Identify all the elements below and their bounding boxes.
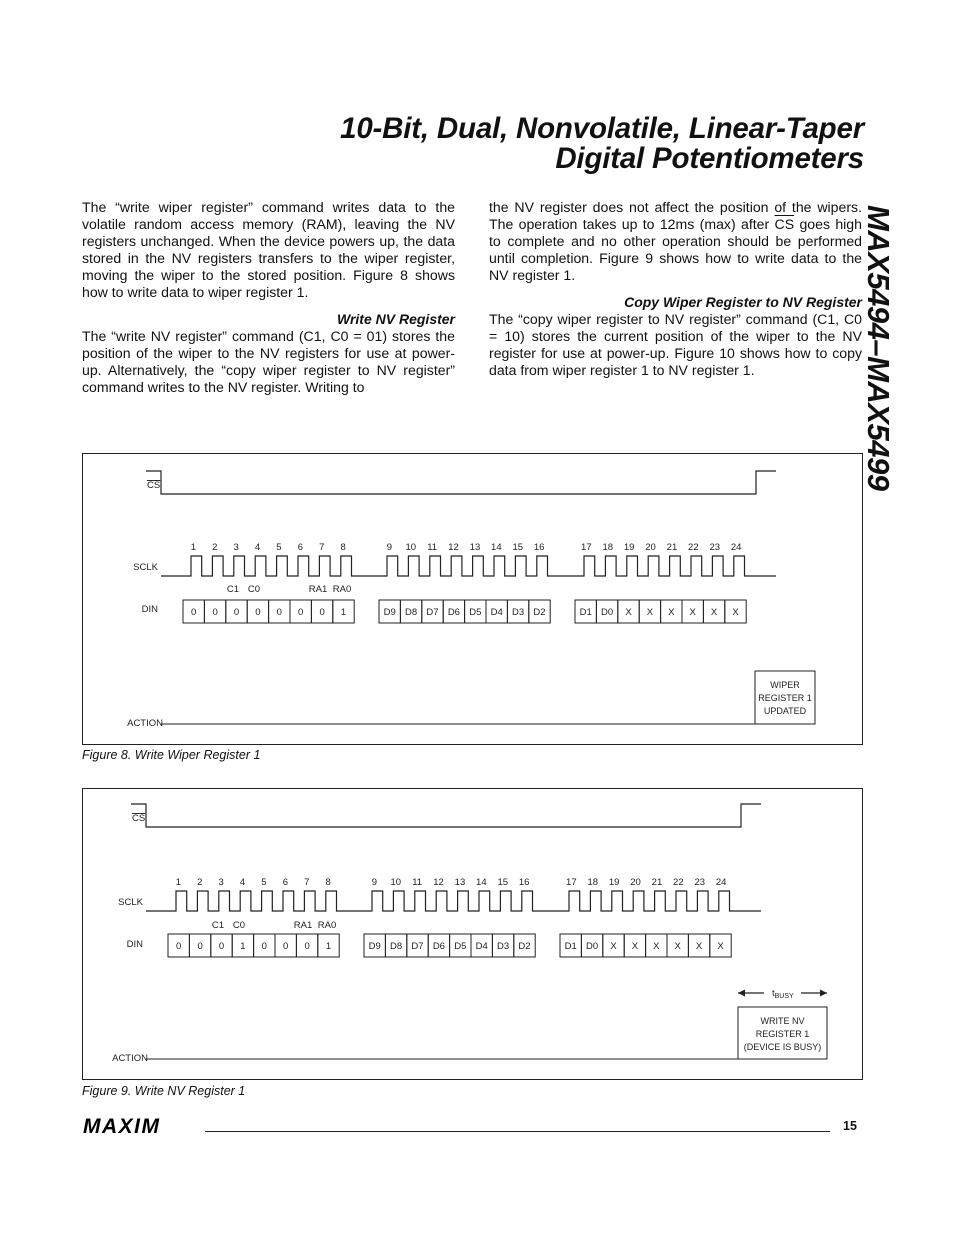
clock-number: 10 — [405, 542, 417, 553]
clock-number: 8 — [325, 877, 331, 888]
din-value: D5 — [454, 941, 467, 952]
bit-name-ra1: RA1 — [293, 920, 313, 931]
clock-number: 15 — [497, 877, 509, 888]
clock-number: 2 — [197, 877, 203, 888]
din-value: X — [625, 607, 632, 618]
action-box-text: WIPER — [770, 680, 800, 690]
tbusy-arrowhead-left — [738, 990, 745, 997]
din-value: D6 — [447, 607, 460, 618]
bit-name-c0: C0 — [232, 920, 246, 931]
left-paragraph-2: The “write NV register” command (C1, C0 = 01) stores the position of the wiper to the NV registers for use at power-up. Alternatively, the “copy wiper register to NV register” command writes to the NV register. Writing to — [82, 328, 455, 395]
clock-number: 16 — [518, 877, 530, 888]
sclk-label: SCLK — [133, 562, 158, 573]
din-value: D2 — [533, 607, 546, 618]
clock-number: 14 — [491, 542, 502, 553]
clock-number: 20 — [645, 542, 656, 553]
din-label: DIN — [126, 939, 143, 950]
din-value: D3 — [512, 607, 525, 618]
clock-number: 8 — [340, 542, 346, 553]
din-value: 0 — [255, 607, 261, 618]
action-label: ACTION — [127, 718, 163, 729]
clock-number: 1 — [175, 877, 181, 888]
sclk-label: SCLK — [118, 897, 143, 908]
bit-name-ra0: RA0 — [332, 584, 352, 595]
din-value: D5 — [469, 607, 482, 618]
clock-number: 7 — [304, 877, 310, 888]
clock-number: 23 — [694, 877, 706, 888]
din-value: D9 — [383, 607, 396, 618]
din-value: D8 — [405, 607, 418, 618]
din-label: DIN — [141, 604, 158, 615]
action-box-text: WRITE NV — [760, 1016, 805, 1026]
right-paragraph-1a: the NV register does not affect the position of the wipers. The operation takes up to 12ms (max) after — [489, 199, 862, 232]
clock-number: 19 — [623, 542, 635, 553]
clock-number: 6 — [282, 877, 288, 888]
clock-number: 13 — [454, 877, 466, 888]
clock-number: 24 — [715, 877, 727, 888]
left-column — [82, 199, 455, 396]
cs-label: CS — [147, 480, 161, 491]
din-value: D0 — [586, 941, 599, 952]
din-value: 0 — [218, 941, 225, 952]
clock-number: 21 — [651, 877, 663, 888]
tbusy-subscript: BUSY — [774, 993, 794, 1000]
din-value: D4 — [475, 941, 488, 952]
logo-text: MAXIM — [83, 1117, 161, 1135]
bit-name-c0: C0 — [247, 584, 261, 595]
din-value: X — [689, 607, 696, 618]
din-value: X — [653, 941, 660, 952]
clock-number: 6 — [297, 542, 303, 553]
din-value: 0 — [212, 607, 218, 618]
clock-number: 4 — [239, 877, 246, 888]
din-value: 0 — [304, 941, 310, 952]
side-part-number: MAX5494–MAX5499 — [861, 205, 896, 491]
sclk-waveform — [146, 891, 761, 911]
clock-number: 1 — [190, 542, 196, 553]
footer-rule — [205, 1131, 830, 1132]
action-box-text: UPDATED — [763, 706, 807, 716]
din-value: 0 — [298, 607, 304, 618]
clock-number: 20 — [630, 877, 641, 888]
din-value: D9 — [368, 941, 381, 952]
action-label: ACTION — [112, 1053, 148, 1064]
din-value: X — [610, 941, 617, 952]
din-value: X — [668, 607, 675, 618]
din-value: D1 — [564, 941, 577, 952]
clock-number: 3 — [233, 542, 239, 553]
din-value: D3 — [497, 941, 510, 952]
din-value: X — [646, 607, 654, 618]
clock-number: 23 — [709, 542, 721, 553]
clock-number: 14 — [476, 877, 487, 888]
din-value: 0 — [233, 607, 240, 618]
clock-number: 7 — [319, 542, 325, 553]
din-value: D4 — [490, 607, 503, 618]
bit-name-c1: C1 — [226, 584, 240, 595]
clock-number: 11 — [427, 542, 438, 553]
clock-number: 17 — [566, 877, 577, 888]
clock-number: 2 — [212, 542, 218, 553]
clock-number: 5 — [261, 877, 267, 888]
figure-9-timing-diagram — [83, 789, 862, 1079]
din-value: X — [710, 607, 718, 618]
cs-waveform — [131, 804, 761, 827]
cs-overline-text: $\overline{CS}$ — [774, 216, 795, 232]
clock-number: 9 — [371, 877, 377, 888]
din-value: X — [717, 941, 724, 952]
action-box-text: REGISTER 1 — [758, 693, 812, 703]
din-value: D0 — [601, 607, 614, 618]
din-value: D6 — [432, 941, 445, 952]
page-number: 15 — [843, 1119, 857, 1133]
page-title — [340, 114, 864, 174]
clock-number: 24 — [730, 542, 742, 553]
din-value: 1 — [325, 941, 332, 952]
din-value: X — [732, 607, 739, 618]
bit-name-c1: C1 — [211, 920, 225, 931]
right-paragraph-2: The “copy wiper register to NV register” command (C1, C0 = 10) stores the current position of the wiper to the NV register for use at power-up. Figure 10 shows how to copy data from wiper register 1 to NV register 1. — [489, 311, 862, 378]
clock-number: 10 — [390, 877, 402, 888]
heading-copy-wiper-register: Copy Wiper Register to NV Register — [624, 294, 862, 310]
figure-9-caption: Figure 9. Write NV Register 1 — [82, 1084, 246, 1098]
din-value: 0 — [191, 607, 197, 618]
tbusy-arrowhead-right — [820, 990, 827, 997]
cs-label: CS — [132, 813, 146, 824]
figure-8-caption: Figure 8. Write Wiper Register 1 — [82, 748, 261, 762]
clock-number: 13 — [469, 542, 481, 553]
din-value: 0 — [319, 607, 325, 618]
din-value: 0 — [276, 607, 282, 618]
maxim-logo — [83, 1117, 193, 1140]
clock-number: 4 — [254, 542, 261, 553]
action-box-text: REGISTER 1 — [755, 1029, 810, 1039]
din-value: X — [695, 941, 703, 952]
din-value: 0 — [176, 941, 182, 952]
din-value: D8 — [390, 941, 403, 952]
figure-8-box — [82, 453, 863, 745]
heading-write-nv-register: Write NV Register — [337, 311, 455, 327]
din-value: D7 — [411, 941, 424, 952]
din-value: 0 — [197, 941, 203, 952]
clock-number: 21 — [666, 542, 678, 553]
clock-number: 18 — [602, 542, 614, 553]
clock-number: 17 — [581, 542, 592, 553]
right-paragraph-1 — [489, 199, 862, 284]
right-paragraph-1b: goes high to complete and no other operation should be performed until completion. Figure 9 shows how to write data to the NV register 1. — [489, 216, 862, 283]
clock-number: 22 — [673, 877, 684, 888]
title-line-1: 10-Bit, Dual, Nonvolatile, Linear-Taper — [340, 112, 864, 145]
cs-waveform — [146, 471, 776, 494]
clock-number: 16 — [533, 542, 545, 553]
tbusy-label: $t_{BUSY}$ — [772, 988, 794, 1000]
left-paragraph-1: The “write wiper register” command writes data to the volatile random access memory (RAM), leaving the NV registers unchanged. When the device powers up, the data stored in the NV registers transfers to the wiper register, moving the wiper to the stored position. Figure 8 shows how to write data to wiper register 1. — [82, 199, 455, 300]
din-value: X — [631, 941, 639, 952]
clock-number: 18 — [587, 877, 599, 888]
din-value: 0 — [283, 941, 289, 952]
clock-number: 3 — [218, 877, 224, 888]
figure-9-box — [82, 788, 863, 1080]
din-value: D2 — [518, 941, 531, 952]
right-column — [489, 199, 862, 379]
clock-number: 19 — [608, 877, 620, 888]
clock-number: 15 — [512, 542, 524, 553]
bit-name-ra1: RA1 — [308, 584, 328, 595]
figure-8-timing-diagram — [83, 454, 862, 744]
clock-number: 22 — [688, 542, 699, 553]
din-value: X — [674, 941, 681, 952]
din-value: 0 — [261, 941, 267, 952]
clock-number: 12 — [433, 877, 444, 888]
action-box-text: (DEVICE IS BUSY) — [743, 1042, 822, 1052]
din-value: 1 — [340, 607, 347, 618]
din-value: D1 — [579, 607, 592, 618]
din-value: 1 — [240, 941, 246, 952]
bit-name-ra0: RA0 — [317, 920, 337, 931]
clock-number: 5 — [276, 542, 282, 553]
clock-number: 11 — [412, 877, 423, 888]
clock-number: 12 — [448, 542, 459, 553]
din-value: D7 — [426, 607, 439, 618]
title-line-2: Digital Potentiometers — [555, 142, 864, 175]
sclk-waveform — [161, 556, 776, 576]
clock-number: 9 — [386, 542, 392, 553]
